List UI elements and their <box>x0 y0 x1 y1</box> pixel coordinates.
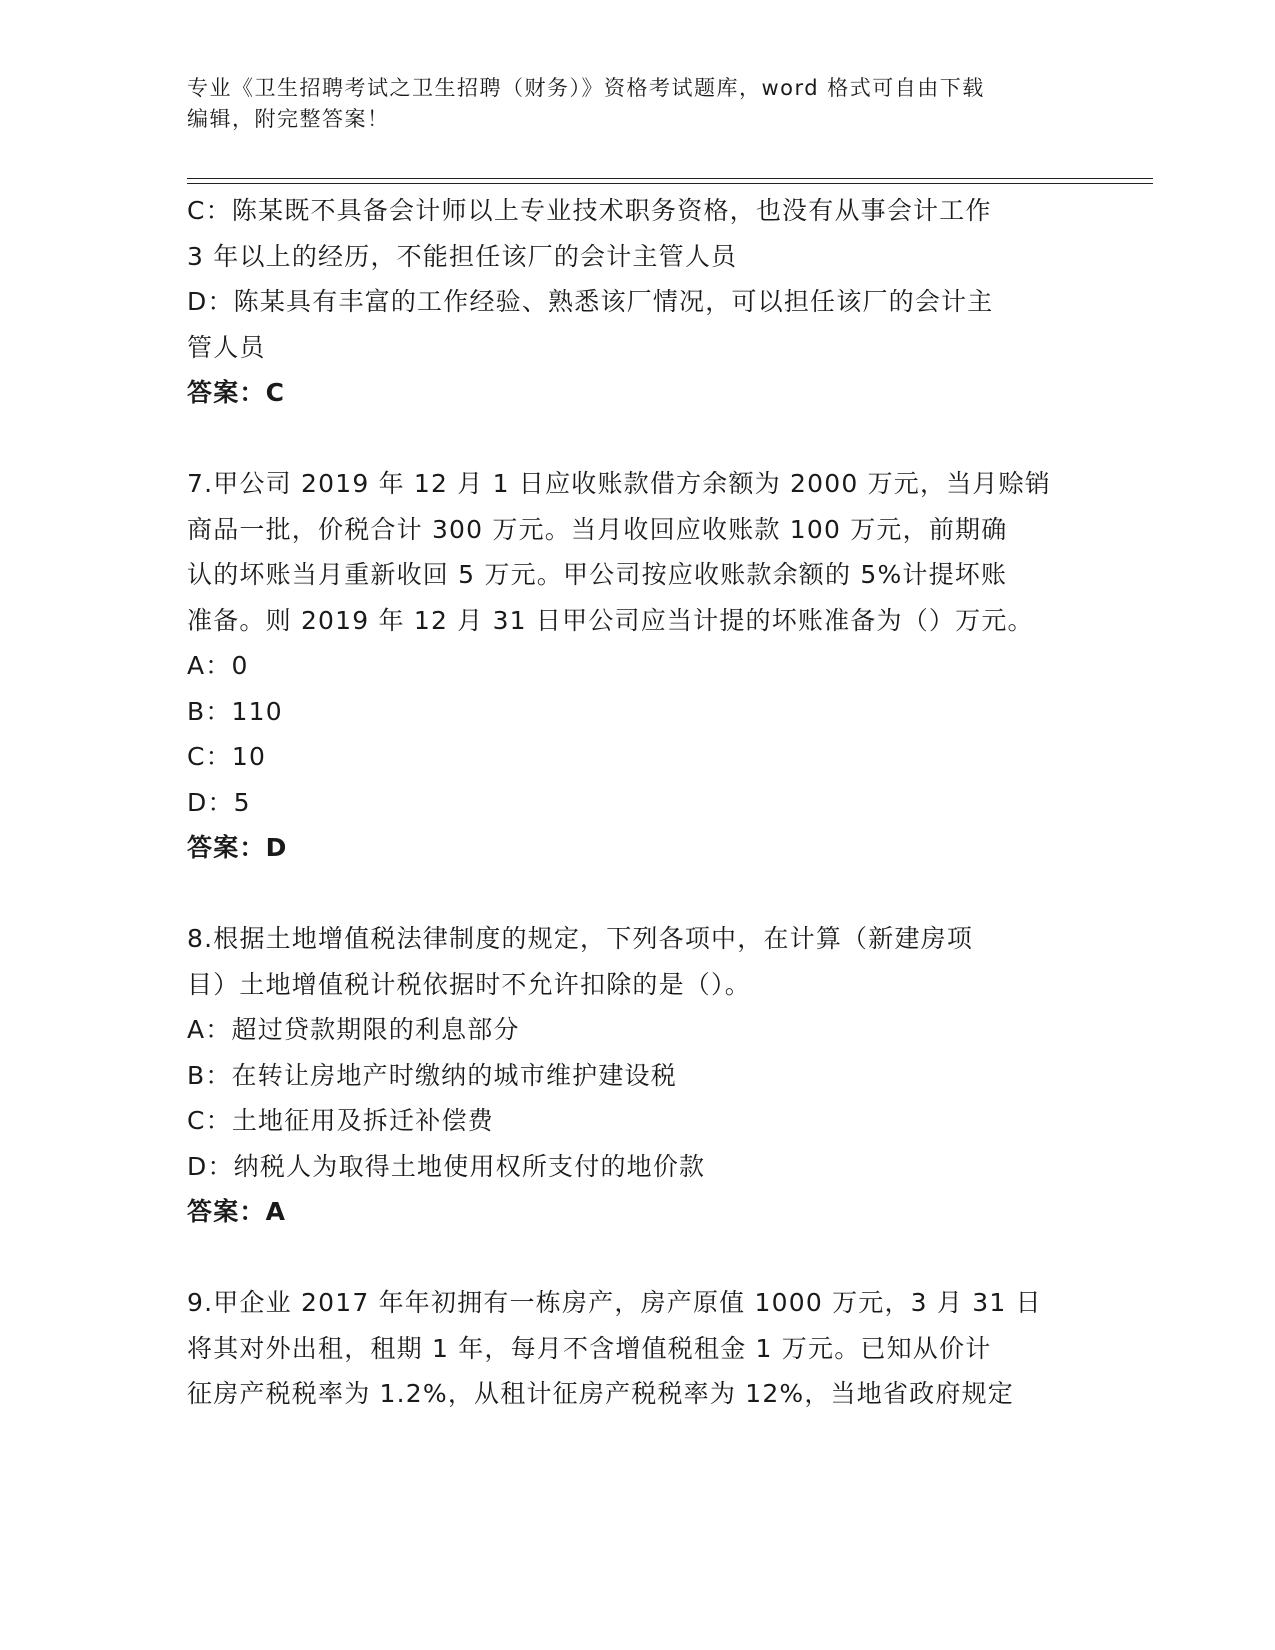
header-divider-top <box>187 178 1153 179</box>
question-stem-line-2: 目）土地增值税计税依据时不允许扣除的是（）。 <box>187 969 751 999</box>
option-b: B：110 <box>187 696 283 726</box>
option-c: C：土地征用及拆迁补偿费 <box>187 1106 494 1135</box>
spacer <box>187 416 1087 462</box>
question-stem-line-1: 7.甲公司 2019 年 12 月 1 日应收账款借方余额为 2000 万元，当月赊销 <box>187 469 1051 498</box>
answer: 答案：A <box>187 1197 287 1226</box>
option-a: A：0 <box>187 651 249 680</box>
option-c: C：10 <box>187 742 267 771</box>
option-d-line-2: 管人员 <box>187 332 266 362</box>
question-7 <box>187 461 1087 871</box>
question-stem-line-4: 准备。则 2019 年 12 月 31 日甲公司应当计提的坏账准备为（）万元。 <box>187 605 1034 635</box>
header-line-1: 专业《卫生招聘考试之卫生招聘（财务）》资格考试题库，word 格式可自由下载 <box>187 76 985 100</box>
option-d-line-1: D：陈某具有丰富的工作经验、熟悉该厂情况，可以担任该厂的会计主 <box>187 287 994 316</box>
question-stem-line-3: 认的坏账当月重新收回 5 万元。甲公司按应收账款余额的 5%计提坏账 <box>187 560 1008 589</box>
question-stem-line-1: 8.根据土地增值税法律制度的规定，下列各项中，在计算（新建房项 <box>187 924 974 953</box>
option-d: D：5 <box>187 787 251 817</box>
header-divider-bottom <box>187 183 1153 184</box>
option-d: D：纳税人为取得土地使用权所支付的地价款 <box>187 1151 706 1181</box>
question-stem-line-1: 9.甲企业 2017 年年初拥有一栋房产，房产原值 1000 万元，3 月 31 日 <box>187 1288 1042 1317</box>
spacer <box>187 871 1087 917</box>
question-stem-line-2: 将其对外出租，租期 1 年，每月不含增值税租金 1 万元。已知从价计 <box>187 1333 992 1363</box>
question-stem-line-2: 商品一批，价税合计 300 万元。当月收回应收账款 100 万元，前期确 <box>187 514 1008 544</box>
option-a: A：超过贷款期限的利息部分 <box>187 1015 520 1044</box>
question-stem-line-3: 征房产税税率为 1.2%，从租计征房产税税率为 12%，当地省政府规定 <box>187 1379 1014 1408</box>
answer: 答案：D <box>187 833 288 862</box>
answer: 答案：C <box>187 378 286 407</box>
document-header <box>187 73 1067 135</box>
question-9 <box>187 1280 1087 1417</box>
question-6 <box>187 188 1087 416</box>
header-line-2: 编辑，附完整答案！ <box>187 107 390 131</box>
option-c-line-1: C：陈某既不具备会计师以上专业技术职务资格，也没有从事会计工作 <box>187 196 992 225</box>
option-c-line-2: 3 年以上的经历，不能担任该厂的会计主管人员 <box>187 241 738 271</box>
option-b: B：在转让房地产时缴纳的城市维护建设税 <box>187 1060 677 1090</box>
spacer <box>187 1235 1087 1281</box>
document-body <box>187 188 1087 1417</box>
question-8 <box>187 916 1087 1235</box>
